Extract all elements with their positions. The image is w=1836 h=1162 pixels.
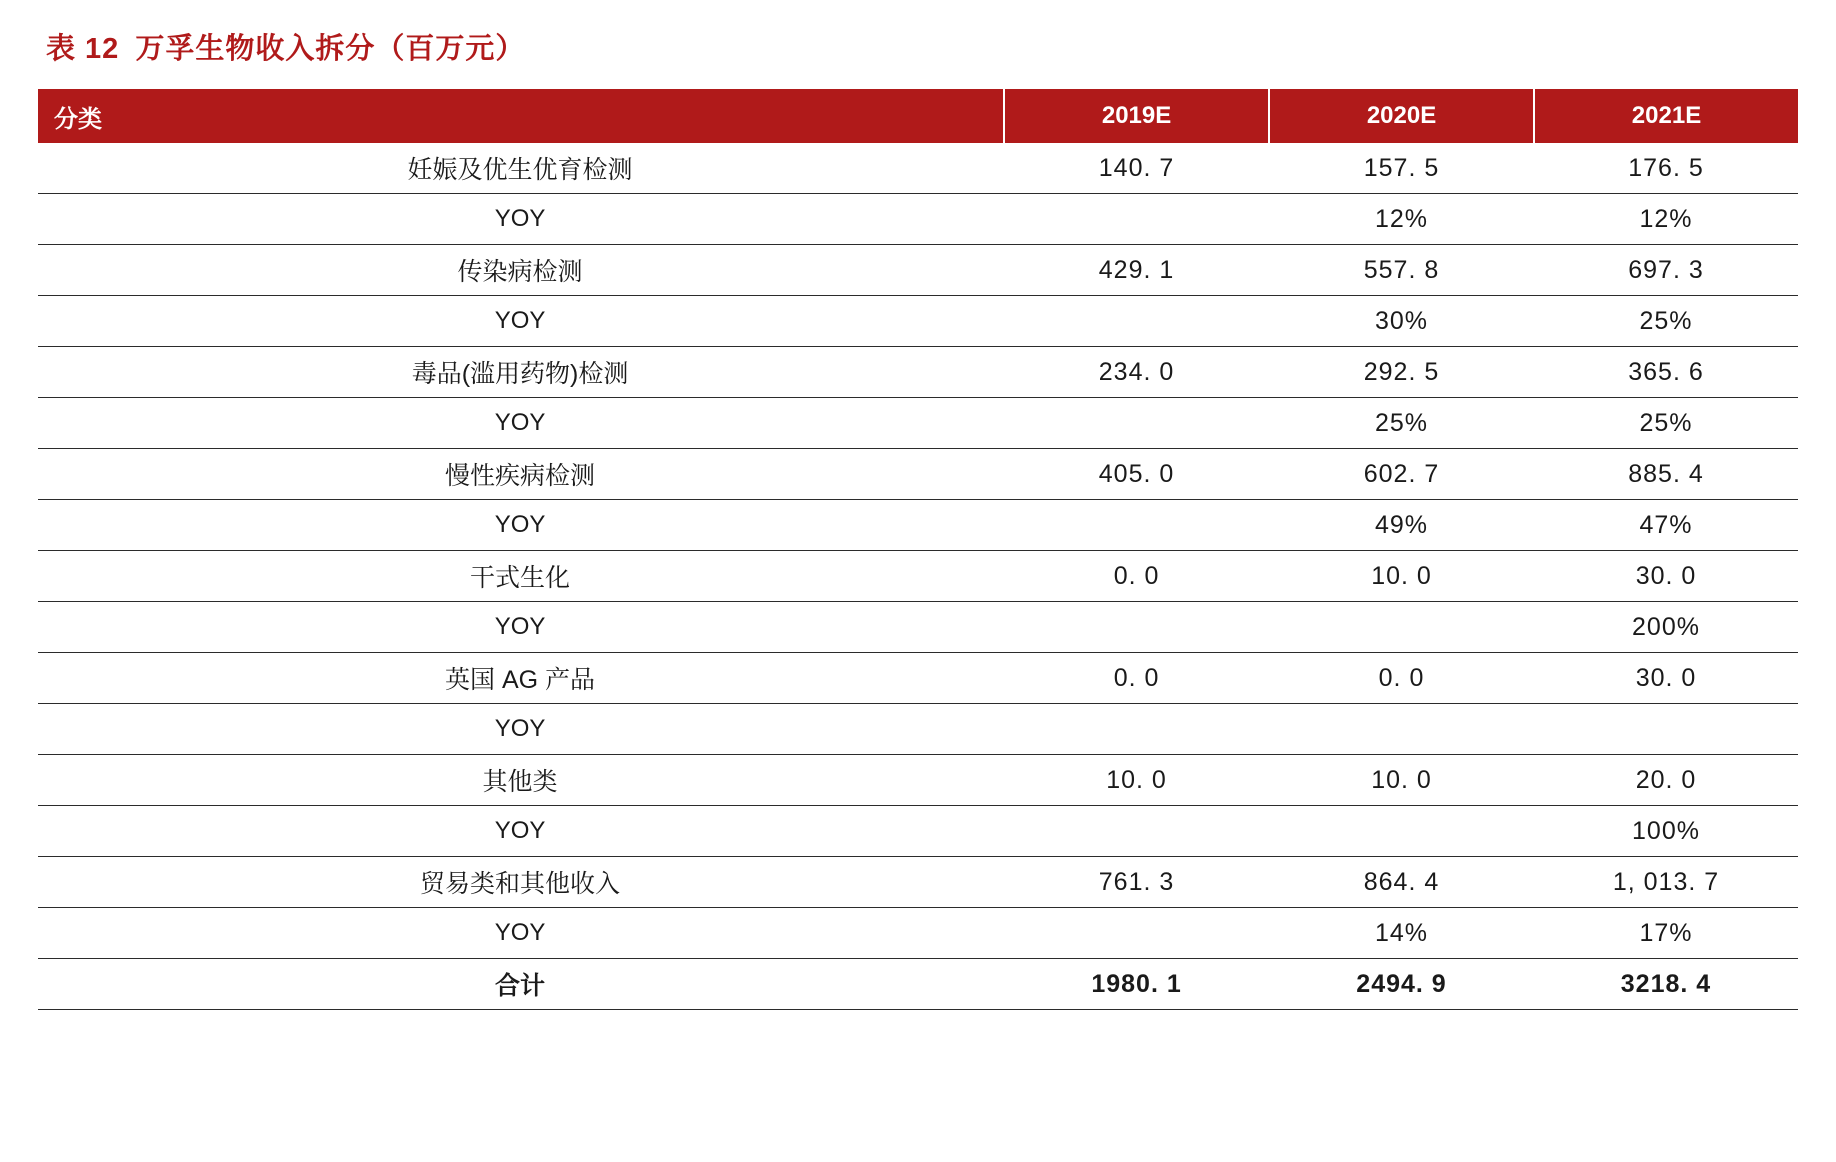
table-row [38, 908, 1798, 959]
table-title [38, 0, 1798, 89]
table-row [38, 296, 1798, 347]
row-category: 其他类 [38, 755, 1004, 806]
table-row [38, 653, 1798, 704]
row-value: 365. 6 [1534, 347, 1798, 398]
table-header-row [38, 89, 1798, 143]
row-value: 30. 0 [1534, 551, 1798, 602]
row-category: 英国 AG 产品 [38, 653, 1004, 704]
row-category: 传染病检测 [38, 245, 1004, 296]
row-category: YOY [38, 194, 1004, 245]
row-value: 1980. 1 [1004, 959, 1269, 1010]
row-value: 405. 0 [1004, 449, 1269, 500]
table-row [38, 398, 1798, 449]
row-value [1269, 704, 1534, 755]
row-category: 干式生化 [38, 551, 1004, 602]
row-category: YOY [38, 296, 1004, 347]
row-category: YOY [38, 806, 1004, 857]
row-value [1269, 602, 1534, 653]
row-value: 25% [1534, 398, 1798, 449]
row-category: YOY [38, 908, 1004, 959]
table-row [38, 704, 1798, 755]
table-row [38, 602, 1798, 653]
row-value: 14% [1269, 908, 1534, 959]
row-value: 3218. 4 [1534, 959, 1798, 1010]
row-value: 1, 013. 7 [1534, 857, 1798, 908]
row-value: 864. 4 [1269, 857, 1534, 908]
row-category: 慢性疾病检测 [38, 449, 1004, 500]
row-value [1004, 806, 1269, 857]
row-value: 885. 4 [1534, 449, 1798, 500]
row-value [1004, 398, 1269, 449]
row-value [1004, 602, 1269, 653]
table-row [38, 500, 1798, 551]
row-value: 100% [1534, 806, 1798, 857]
row-value: 0. 0 [1004, 653, 1269, 704]
row-value: 12% [1269, 194, 1534, 245]
row-category: YOY [38, 704, 1004, 755]
table-row [38, 194, 1798, 245]
row-value: 49% [1269, 500, 1534, 551]
row-value: 761. 3 [1004, 857, 1269, 908]
row-value: 292. 5 [1269, 347, 1534, 398]
row-value: 697. 3 [1534, 245, 1798, 296]
row-value: 234. 0 [1004, 347, 1269, 398]
table-body [38, 143, 1798, 1010]
row-category: YOY [38, 398, 1004, 449]
table-title-text: 万孚生物收入拆分（百万元） [135, 33, 526, 65]
row-value [1004, 500, 1269, 551]
row-value: 30. 0 [1534, 653, 1798, 704]
row-value: 17% [1534, 908, 1798, 959]
row-category: 妊娠及优生优育检测 [38, 143, 1004, 194]
revenue-breakdown-table [38, 89, 1798, 1010]
row-value: 2494. 9 [1269, 959, 1534, 1010]
row-value: 25% [1534, 296, 1798, 347]
row-value [1004, 704, 1269, 755]
column-header-2020e: 2020E [1269, 89, 1534, 143]
row-value: 557. 8 [1269, 245, 1534, 296]
table-header [38, 89, 1798, 143]
row-value: 10. 0 [1269, 755, 1534, 806]
column-header-2021e: 2021E [1534, 89, 1798, 143]
table-row [38, 143, 1798, 194]
table-row [38, 755, 1798, 806]
row-value: 25% [1269, 398, 1534, 449]
row-value: 0. 0 [1004, 551, 1269, 602]
row-value: 157. 5 [1269, 143, 1534, 194]
table-title-number: 表 12 [46, 33, 120, 65]
row-category: YOY [38, 602, 1004, 653]
table-row [38, 449, 1798, 500]
table-row [38, 959, 1798, 1010]
row-value: 10. 0 [1269, 551, 1534, 602]
row-value: 47% [1534, 500, 1798, 551]
row-value [1004, 908, 1269, 959]
row-value: 30% [1269, 296, 1534, 347]
table-row [38, 551, 1798, 602]
row-category: 合计 [38, 959, 1004, 1010]
row-value [1269, 806, 1534, 857]
table-row [38, 806, 1798, 857]
table-row [38, 857, 1798, 908]
row-value: 140. 7 [1004, 143, 1269, 194]
table-row [38, 245, 1798, 296]
row-category: YOY [38, 500, 1004, 551]
column-header-category: 分类 [38, 89, 1004, 143]
row-value: 200% [1534, 602, 1798, 653]
row-value: 10. 0 [1004, 755, 1269, 806]
row-value: 429. 1 [1004, 245, 1269, 296]
row-value: 602. 7 [1269, 449, 1534, 500]
row-value [1004, 194, 1269, 245]
row-category: 贸易类和其他收入 [38, 857, 1004, 908]
row-value [1534, 704, 1798, 755]
row-value: 176. 5 [1534, 143, 1798, 194]
row-value: 12% [1534, 194, 1798, 245]
row-value: 20. 0 [1534, 755, 1798, 806]
row-value [1004, 296, 1269, 347]
row-category: 毒品(滥用药物)检测 [38, 347, 1004, 398]
table-row [38, 347, 1798, 398]
column-header-2019e: 2019E [1004, 89, 1269, 143]
row-value: 0. 0 [1269, 653, 1534, 704]
